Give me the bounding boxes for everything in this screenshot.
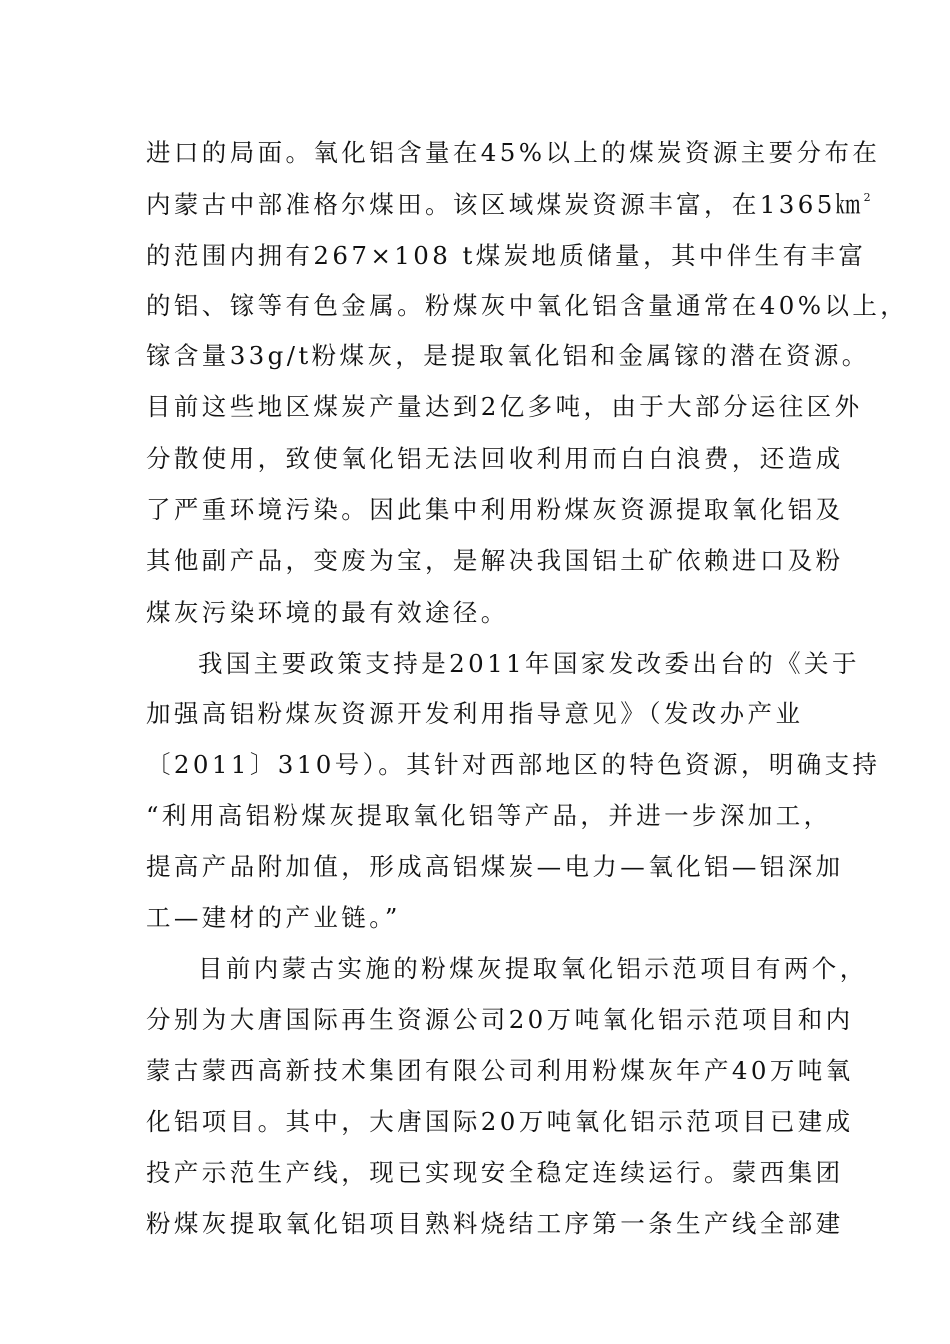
text-line: 目前这些地区煤炭产量达到2亿多吨，由于大部分运往区外 — [146, 392, 863, 421]
text-line — [146, 180, 871, 230]
text-line: 蒙古蒙西高新技术集团有限公司利用粉煤灰年产40万吨氧 — [146, 1056, 854, 1085]
text-line: 进口的局面。氧化铝含量在45%以上的煤炭资源主要分布在 — [146, 138, 881, 167]
text-line: 〔2011〕310号）。其针对西部地区的特色资源，明确支持 — [146, 750, 881, 779]
text-line: “利用高铝粉煤灰提取氧化铝等产品，并进一步深加工， — [146, 801, 832, 830]
text-line: 工—建材的产业链。” — [146, 903, 401, 932]
text-line: 化铝项目。其中，大唐国际20万吨氧化铝示范项目已建成 — [146, 1107, 854, 1136]
text-line: 加强高铝粉煤灰资源开发利用指导意见》（发改办产业 — [146, 699, 804, 728]
paragraph-first-line: 目前内蒙古实施的粉煤灰提取氧化铝示范项目有两个， — [198, 954, 868, 983]
text-line: 镓含量33g/t粉煤灰，是提取氧化铝和金属镓的潜在资源。 — [146, 341, 870, 370]
text-line: 的铝、镓等有色金属。粉煤灰中氧化铝含量通常在40%以上， — [146, 291, 909, 320]
text-line: 粉煤灰提取氧化铝项目熟料烧结工序第一条生产线全部建 — [146, 1209, 844, 1238]
text-line: 的范围内拥有267×108 t煤炭地质储量，其中伴生有丰富 — [146, 241, 867, 270]
superscript-mark: 2 — [863, 191, 871, 204]
text-line: 投产示范生产线，现已实现安全稳定连续运行。蒙西集团 — [146, 1158, 844, 1187]
text-line-body: 内蒙古中部准格尔煤田。该区域煤炭资源丰富，在1365㎞ — [146, 190, 864, 219]
text-line: 煤灰污染环境的最有效途径。 — [146, 598, 509, 627]
text-line: 提高产品附加值，形成高铝煤炭—电力—氧化铝—铝深加 — [146, 852, 844, 881]
text-line: 其他副产品，变废为宝，是解决我国铝土矿依赖进口及粉 — [146, 546, 844, 575]
text-line: 分别为大唐国际再生资源公司20万吨氧化铝示范项目和内 — [146, 1005, 854, 1034]
text-line: 分散使用，致使氧化铝无法回收利用而白白浪费，还造成 — [146, 444, 844, 473]
paragraph-first-line: 我国主要政策支持是2011年国家发改委出台的《关于 — [198, 649, 860, 678]
text-line: 了严重环境污染。因此集中利用粉煤灰资源提取氧化铝及 — [146, 495, 844, 524]
